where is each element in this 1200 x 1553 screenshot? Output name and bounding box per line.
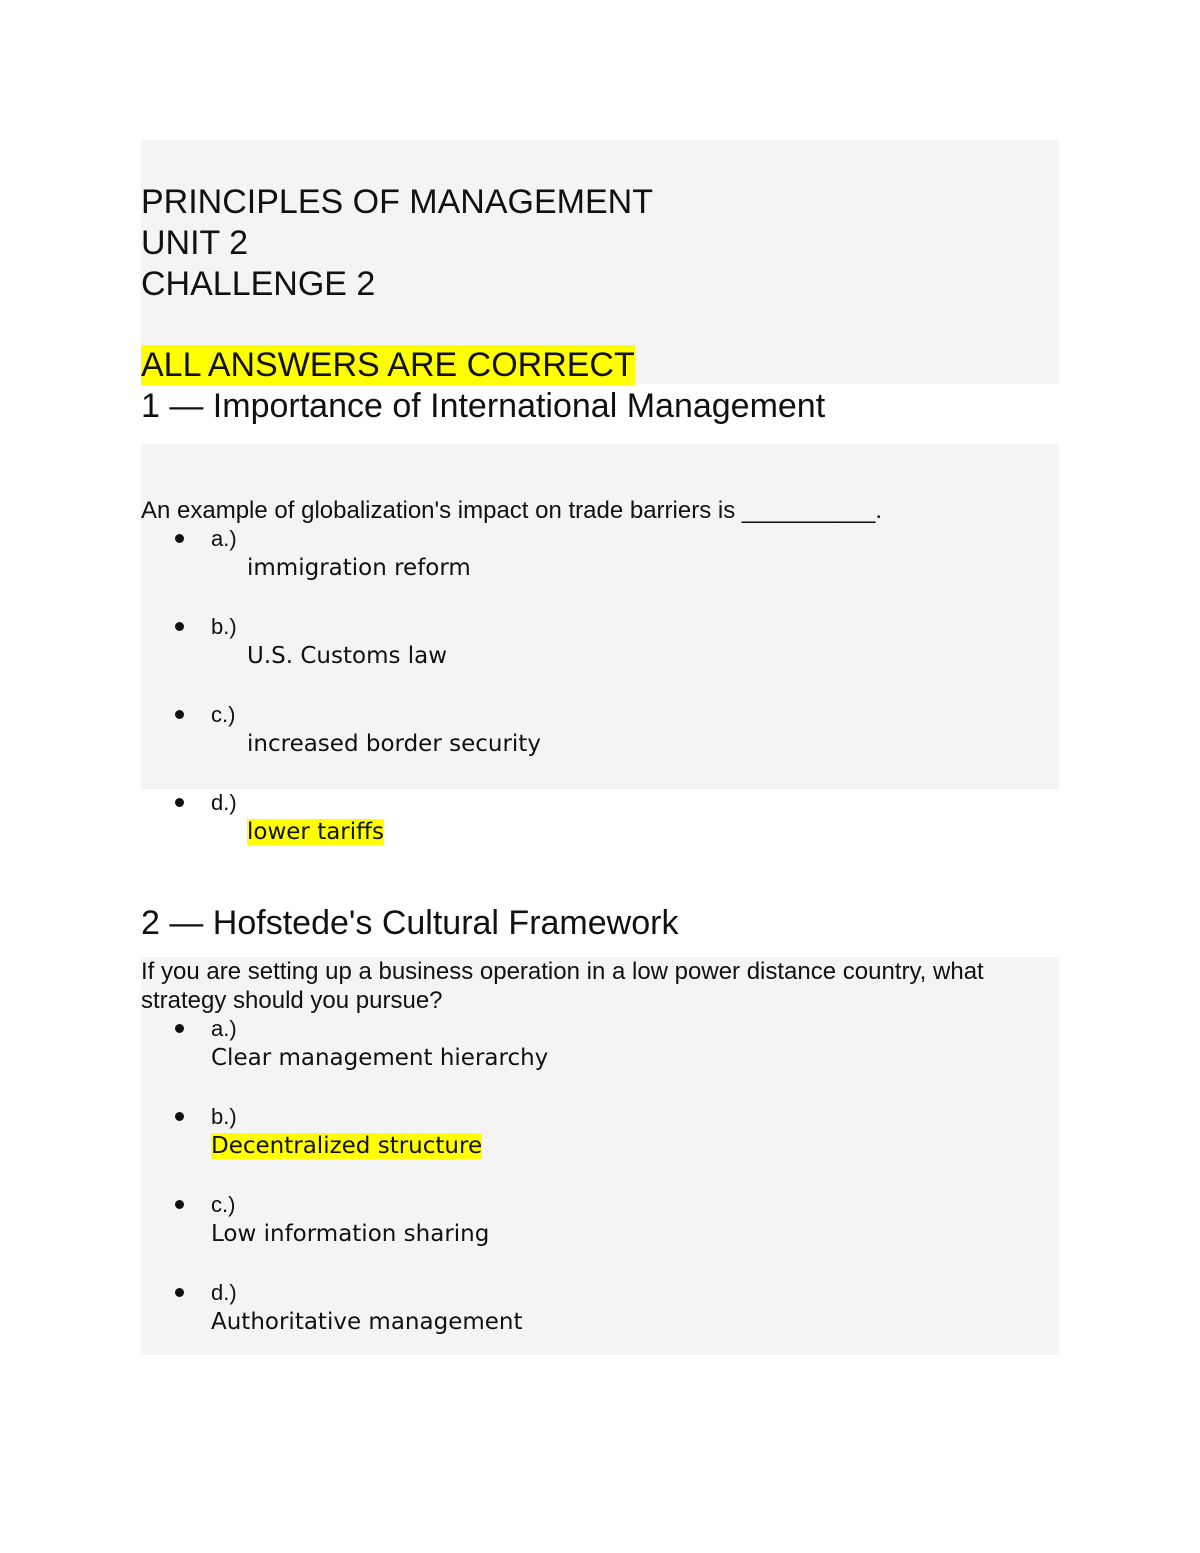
option-letter: d.) [211, 790, 237, 815]
challenge-label: CHALLENGE 2 [141, 265, 376, 303]
option-letter: c.) [211, 1192, 236, 1217]
bullet-icon [175, 1112, 184, 1121]
option-text: immigration reform [247, 555, 471, 581]
option-text-highlighted [211, 817, 384, 847]
option-letter: a.) [211, 526, 237, 551]
option-text: Authoritative management [211, 1309, 523, 1335]
highlighted-answer: Decentralized structure [211, 1133, 483, 1159]
course-title: PRINCIPLES OF MANAGEMENT [141, 183, 653, 221]
option-letter: b.) [211, 614, 237, 639]
option-c[interactable] [141, 701, 1059, 789]
option-c[interactable] [141, 1191, 1059, 1279]
question-1-heading: 1 — Importance of International Management [141, 387, 826, 425]
bullet-icon [175, 1288, 184, 1297]
option-text: increased border security [247, 731, 541, 757]
all-correct-notice: ALL ANSWERS ARE CORRECT [141, 346, 635, 384]
option-d[interactable] [141, 789, 1059, 877]
option-text-highlighted [211, 1131, 482, 1161]
option-letter: c.) [211, 702, 236, 727]
bullet-icon [175, 534, 184, 543]
option-d[interactable] [141, 1279, 1059, 1355]
highlighted-answer: lower tariffs [247, 819, 384, 845]
option-a[interactable] [141, 525, 1059, 613]
question-2-heading: 2 — Hofstede's Cultural Framework [141, 904, 679, 942]
question-2-prompt: If you are setting up a business operation in a low power distance country, what strategy should you pursue? [141, 958, 984, 1014]
title-block [141, 140, 1059, 384]
option-letter: d.) [211, 1280, 237, 1305]
question-1 [141, 444, 1059, 877]
bullet-icon [175, 1200, 184, 1209]
option-b[interactable] [141, 1103, 1059, 1191]
option-text: Clear management hierarchy [211, 1045, 549, 1071]
bullet-icon [175, 622, 184, 631]
bullet-icon [175, 798, 184, 807]
option-text: Low information sharing [211, 1221, 490, 1247]
question-2-options [141, 1015, 1059, 1355]
question-2 [141, 957, 1059, 1355]
option-text: U.S. Customs law [247, 643, 448, 669]
unit-label: UNIT 2 [141, 224, 249, 262]
question-1-options [141, 525, 1059, 877]
option-letter: a.) [211, 1016, 237, 1041]
bullet-icon [175, 710, 184, 719]
option-letter: b.) [211, 1104, 237, 1129]
option-b[interactable] [141, 613, 1059, 701]
question-1-prompt: An example of globalization's impact on trade barriers is __________. [141, 497, 883, 524]
option-a[interactable] [141, 1015, 1059, 1103]
bullet-icon [175, 1024, 184, 1033]
document-page [141, 140, 1059, 1355]
